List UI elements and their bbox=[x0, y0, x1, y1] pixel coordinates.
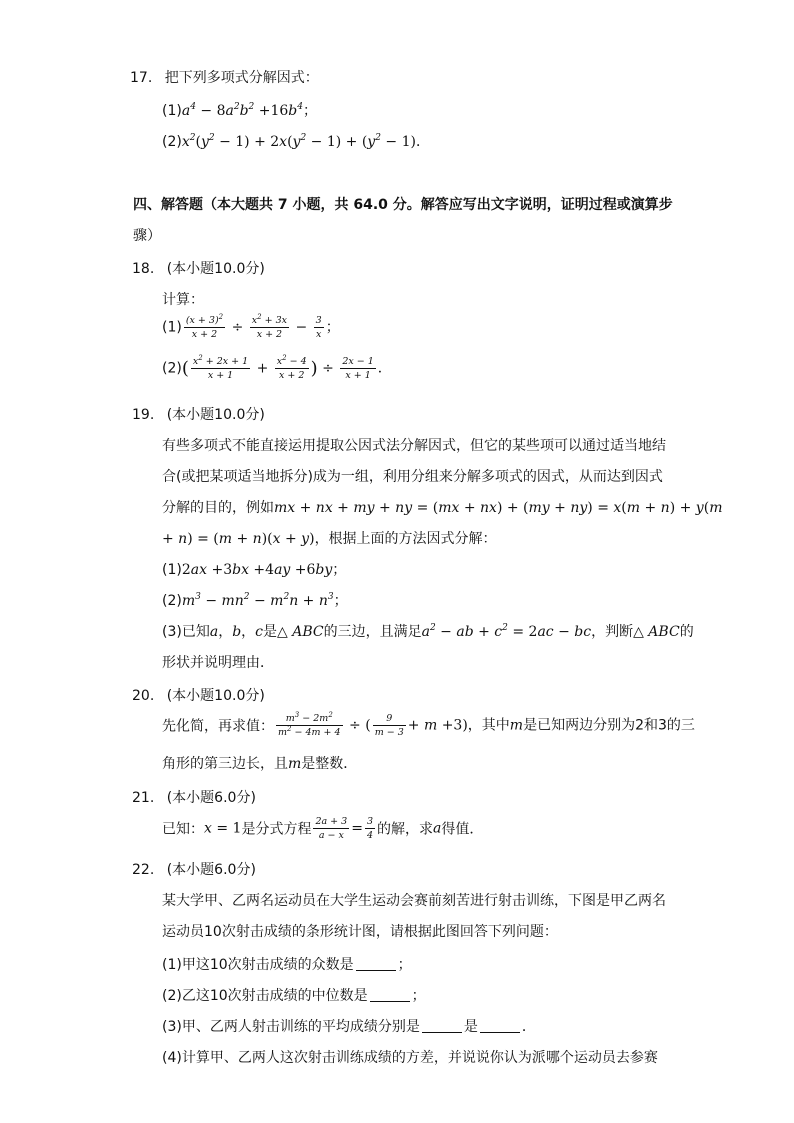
question-number: 21. bbox=[132, 790, 155, 806]
q19-header bbox=[132, 404, 265, 424]
q22-part1: (1)甲这10次射击成绩的众数是 ； bbox=[162, 957, 412, 973]
q17-part1: $(1)a^4 - 8a^2b^2 +16b^4$； bbox=[162, 102, 317, 119]
section-heading-cont: 骤） bbox=[133, 228, 161, 244]
q20-header bbox=[132, 685, 265, 705]
q19-part2: $(2)m^3 - mn^2 - m^2n + n^3$； bbox=[162, 592, 348, 609]
q21-header bbox=[132, 787, 256, 807]
q18-part2: (2)( $\frac{x^2 + 2x + 1}{x + 1}$ + $\frac{x^2 - 4}{x + 2}$ ) ÷ $\frac{2x - 1}{x + 1}$ ． bbox=[162, 354, 392, 381]
q17-part2: $(2)x^2(y^2 - 1) + 2x(y^2 - 1) + (y^2 - 1)$． bbox=[162, 133, 430, 150]
question-number: 22. bbox=[132, 862, 155, 878]
q21-line1: 已知：x = 1是分式方程 $\frac{2a + 3}{a - x}$ = $\frac{3}{4}$ 的解，求a得值． bbox=[162, 816, 484, 841]
score-label: (本小题6.0分) bbox=[166, 862, 256, 878]
q22-part4: (4)计算甲、乙两人这次射击训练成绩的方差，并说说你认为派哪个运动员去参赛 bbox=[162, 1050, 658, 1066]
q22-part3: (3)甲、乙两人射击训练的平均成绩分别是 是 ． bbox=[162, 1019, 536, 1035]
q20-line2: 角形的第三边长，且m是整数． bbox=[162, 756, 358, 772]
math-expression: $a^4 - 8a^2b^2 +16b^4$ bbox=[181, 102, 303, 119]
question-number: 17. bbox=[130, 70, 153, 86]
instruction: 计算： bbox=[162, 292, 204, 308]
q18-header bbox=[132, 258, 265, 278]
paragraph-line: 运动员10次射击成绩的条形统计图，请根据此图回答下列问题： bbox=[162, 924, 558, 940]
math-expression: $x^2(y^2 - 1) + 2x(y^2 - 1) + (y^2 - 1)$． bbox=[181, 133, 430, 150]
question-number: 18. bbox=[132, 261, 155, 277]
q22-part2: (2)乙这10次射击成绩的中位数是 ； bbox=[162, 988, 426, 1004]
score-label: (本小题10.0分) bbox=[166, 261, 265, 277]
question-number: 19. bbox=[132, 407, 155, 423]
paragraph-line: 有些多项式不能直接运用提取公因式法分解因式，但它的某些项可以通过适当地结 bbox=[162, 438, 666, 454]
score-label: (本小题10.0分) bbox=[166, 407, 265, 423]
paragraph-line: 分解的目的，例如mx + nx + my + ny = (mx + nx) + (my + ny) = x(m + n) + y(m bbox=[162, 500, 723, 516]
q17-block bbox=[130, 67, 319, 87]
paragraph-line: 形状并说明理由． bbox=[162, 655, 274, 671]
score-label: (本小题10.0分) bbox=[166, 688, 265, 704]
q18-part1: (1) $\frac{(x + 3)^2}{x + 2}$ ÷ $\frac{x^2 + 3x}{x + 2}$ − $\frac{3}{x}$ ； bbox=[162, 313, 340, 340]
score-label: (本小题6.0分) bbox=[166, 790, 256, 806]
question-stem: 把下列多项式分解因式： bbox=[164, 70, 319, 86]
section-heading: 四、解答题（本大题共 7 小题，共 64.0 分。解答应写出文字说明，证明过程或演算步 bbox=[133, 197, 673, 213]
q22-header bbox=[132, 859, 256, 879]
question-number: 20. bbox=[132, 688, 155, 704]
q19-part3: (3)已知a，b，c是△ ABC的三边，且满足$a^2$ − ab + $c^2 = 2ac$ − bc，判断△ ABC的 bbox=[162, 623, 694, 640]
answer-blank[interactable] bbox=[480, 1018, 520, 1033]
q19-part1: (1)2ax +3bx +4ay +6by； bbox=[162, 562, 347, 578]
answer-blank[interactable] bbox=[356, 956, 396, 971]
paragraph-line: 合(或把某项适当地拆分)成为一组，利用分组来分解多项式的因式，从而达到因式 bbox=[162, 469, 663, 485]
q20-line1: 先化简，再求值： $\frac{m^3 - 2m^2}{m^2 - 4m + 4}$ ÷ ( $\frac{9}{m - 3}$ + m +3)，其中m是已知两边分别为2和3的三 bbox=[162, 711, 695, 738]
paragraph-line: + n) = (m + n)(x + y)，根据上面的方法因式分解： bbox=[162, 531, 497, 547]
answer-blank[interactable] bbox=[370, 987, 410, 1002]
answer-blank[interactable] bbox=[422, 1018, 462, 1033]
paragraph-line: 某大学甲、乙两名运动员在大学生运动会赛前刻苦进行射击训练，下图是甲乙两名 bbox=[162, 893, 666, 909]
